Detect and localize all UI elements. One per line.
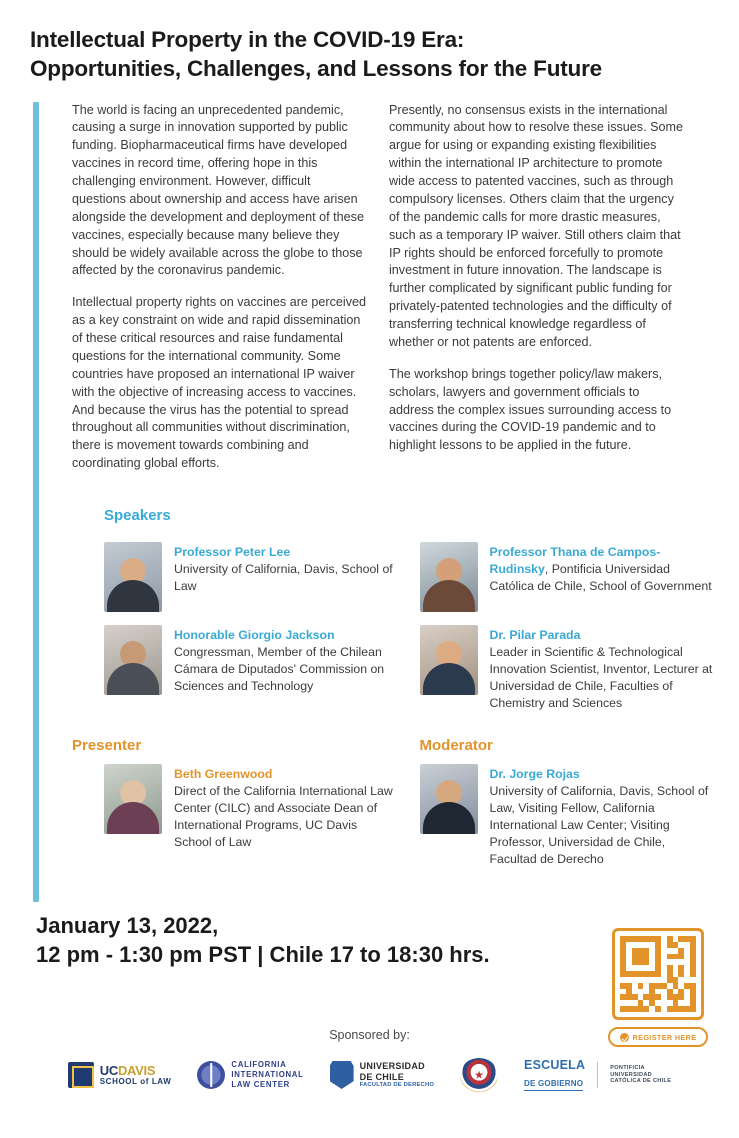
logo-escuela-de-gobierno	[524, 1059, 671, 1091]
sponsors-section	[0, 1028, 739, 1092]
qr-code[interactable]	[612, 928, 704, 1020]
puc-line-1: PONTIFICIA	[610, 1064, 645, 1071]
event-date: January 13, 2022,	[36, 912, 219, 938]
escuela-line-2: DE GOBIERNO	[524, 1080, 583, 1091]
uchile-line-1: UNIVERSIDAD	[359, 1061, 425, 1072]
speakers-grid	[104, 542, 713, 725]
speakers-column-left	[104, 542, 398, 725]
moderator-card	[420, 764, 714, 868]
crest-icon	[330, 1061, 354, 1089]
speaker-name: Honorable Giorgio Jackson	[174, 628, 335, 643]
cilc-line-3: LAW CENTER	[231, 1079, 290, 1089]
description-columns	[36, 102, 739, 488]
logo-universidad-de-chile	[330, 1061, 434, 1089]
moderator-name: Dr. Jorge Rojas	[489, 766, 580, 781]
uchile-line-3: FACULTAD DE DERECHO	[359, 1082, 435, 1089]
speaker-affiliation: Congressman, Member of the Chilean Cámara de Diputados' Commission on Sciences and Technology	[174, 645, 385, 693]
avatar	[420, 542, 478, 612]
presenter-moderator-headings	[72, 727, 713, 881]
moderator-affiliation: University of California, Davis, School of Law, Visiting Fellow, California International Law Center; Visiting Professor, Universidad de Chile, Facultad de Derecho	[489, 783, 709, 866]
description-column-right	[389, 102, 684, 488]
speakers-heading: Speakers	[104, 507, 171, 525]
speaker-name: Professor Peter Lee	[174, 545, 291, 560]
event-time: 12 pm - 1:30 pm PST | Chile 17 to 18:30 hrs.	[36, 942, 490, 967]
cilc-line-1: CALIFORNIA	[231, 1060, 287, 1070]
logo-uc-davis	[68, 1062, 172, 1088]
moderator-info	[490, 764, 714, 868]
title-line-2: Opportunities, Challenges, and Lessons for the Future	[30, 55, 602, 81]
ucdavis-uc: UC	[99, 1062, 118, 1078]
speaker-info	[490, 542, 714, 612]
sponsored-by-label: Sponsored by:	[329, 1028, 410, 1042]
paragraph: The world is facing an unprecedented pandemic, causing a surge in innovation supported by public funding. Biopharmaceutical firms have developed vaccines in record time, offering hope in this challenging environment. However, difficult questions about ownership and access have arisen alongside the development and deployment of these vaccines, especially because many believe they should be widely available across the globe to those affected by the coronavirus pandemic.	[72, 102, 364, 278]
logo-cilc	[197, 1060, 303, 1089]
speaker-info	[490, 625, 714, 712]
paragraph: The workshop brings together policy/law makers, scholars, lawyers and government officials to address the complex issues surrounding access to vaccines during the COVID-19 pandemic and to highlight lessons to be applied in the future.	[389, 366, 672, 453]
page-title	[0, 0, 739, 84]
speaker-affiliation: , Pontificia Universidad Católica de Chile, School of Government	[489, 562, 712, 594]
uc-davis-shield-icon	[68, 1062, 94, 1088]
moderator-column	[420, 727, 714, 881]
globe-icon	[197, 1061, 225, 1089]
presenter-affiliation: Direct of the California International Law Center (CILC) and Associate Dean of International Programs, UC Davis School of Law	[174, 783, 393, 849]
description-column-left	[72, 102, 367, 488]
avatar	[420, 764, 478, 834]
presenter-moderator-block	[36, 725, 739, 881]
speaker-info	[174, 625, 398, 695]
speaker-affiliation: Leader in Scientific & Technological Innovation Scientist, Inventor, Lecturer at Universidad de Chile, Faculties of Chemistry and Sciences	[489, 645, 713, 710]
avatar	[104, 542, 162, 612]
speaker-card	[104, 542, 398, 612]
speaker-info	[174, 542, 398, 612]
speaker-name: Professor Thana de Campos-Rudinsky	[489, 545, 661, 577]
paragraph: Presently, no consensus exists in the international community about how to resolve these issues. Some argue for using or expanding existing flexibilities within the international IP architecture to promote wide access to patented vaccines, such as through compulsory licenses. Others claim that the urgency of the pandemic calls for more drastic measures, such as a temporary IP waiver. Still others claim that IP rights should be enforced forcefully to promote investment in future innovation. The landscape is further complicated by significant public funding for privately-patented technologies and the difficulty of transferring technical knowledge regardless of whether or not patents are enforced.	[389, 102, 683, 349]
presenter-heading: Presenter	[72, 736, 142, 754]
speaker-affiliation: University of California, Davis, School of Law	[174, 562, 393, 594]
ucdavis-davis: DAVIS	[117, 1062, 156, 1078]
ucdavis-school-of-law: SCHOOL of LAW	[99, 1076, 172, 1086]
avatar	[104, 764, 162, 834]
puc-line-2: UNIVERSIDAD	[610, 1071, 653, 1078]
camara-seal-icon	[460, 1058, 498, 1092]
register-label: REGISTER HERE	[632, 1032, 697, 1042]
logo-camara-de-diputados	[460, 1058, 498, 1092]
presenter-card	[104, 764, 398, 851]
moderator-heading: Moderator	[419, 736, 493, 754]
puc-line-3: CATÓLICA DE CHILE	[610, 1078, 672, 1085]
escuela-line-1: ESCUELA	[524, 1058, 586, 1073]
sponsor-logos	[0, 1058, 739, 1092]
speaker-card	[420, 625, 714, 712]
qr-code-pattern	[620, 936, 696, 1012]
left-accent-rule	[33, 102, 39, 902]
uchile-line-2: DE CHILE	[359, 1071, 405, 1082]
logo-divider	[597, 1062, 598, 1088]
avatar	[104, 625, 162, 695]
paragraph: Intellectual property rights on vaccines are perceived as a key constraint on wide and rapid dissemination of these critical resources and raise fundamental questions for the international community. Some countries have proposed an international IP waiver with the objective of increasing access to vaccines. And because the virus has the potential to spread throughout all communities without discrimination, there is movement towards combining and coordinating global efforts.	[72, 295, 367, 471]
speaker-name: Dr. Pilar Parada	[489, 628, 581, 643]
speakers-block	[36, 534, 739, 725]
speaker-card	[420, 542, 714, 612]
speaker-card	[104, 625, 398, 695]
presenter-column	[72, 727, 398, 881]
body-area	[0, 102, 739, 881]
avatar	[420, 625, 478, 695]
cilc-line-2: INTERNATIONAL	[231, 1070, 304, 1080]
title-line-1: Intellectual Property in the COVID-19 Era:	[30, 27, 465, 52]
presenter-info	[174, 764, 398, 851]
presenter-name: Beth Greenwood	[174, 766, 273, 781]
speakers-column-right	[420, 542, 714, 725]
